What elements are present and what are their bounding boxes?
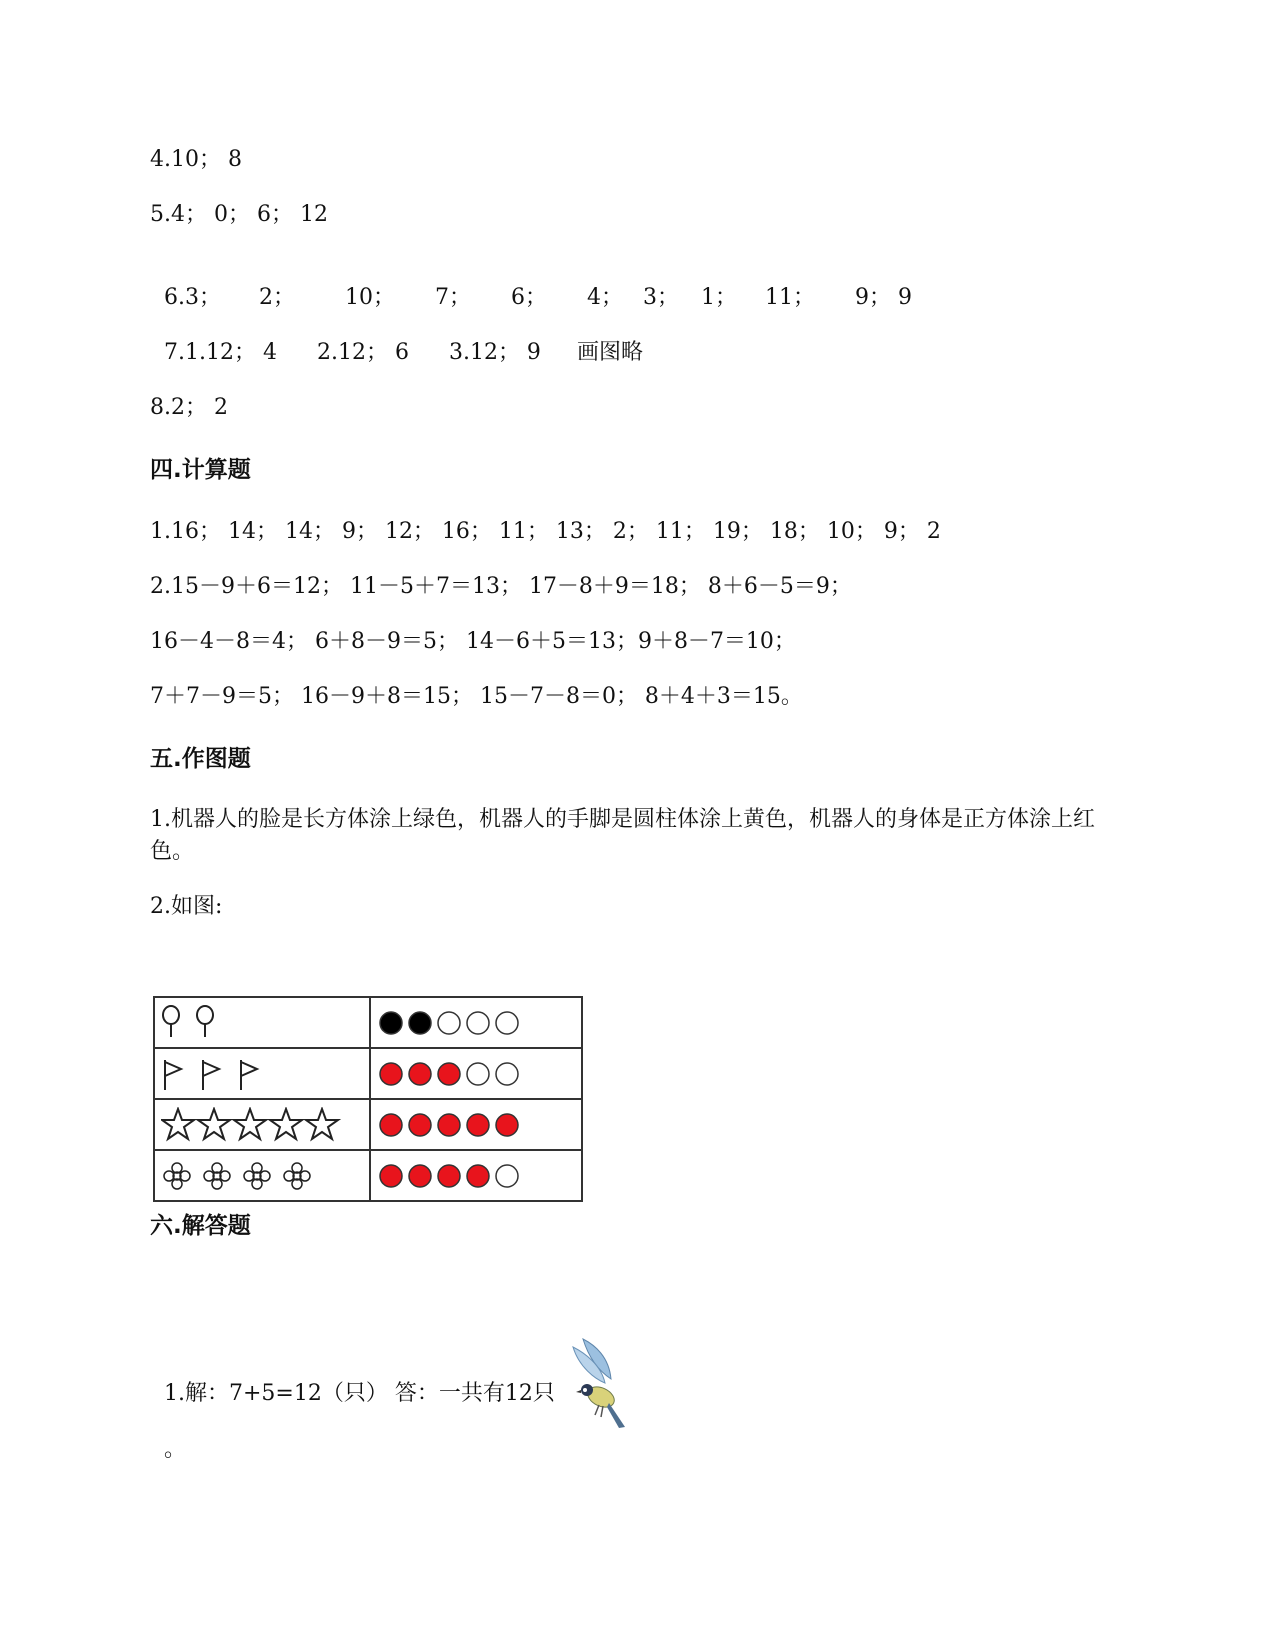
section-6-heading: 六.解答题 (150, 1213, 251, 1239)
picture-cell (154, 1150, 370, 1201)
answer-3-6-part: 11； (765, 285, 815, 310)
answer-3-6 (150, 256, 912, 312)
answer-4-2: 2.15－9＋6＝12； 11－5＋7＝13； 17－8＋9＝18； 8＋6－5＝9； (150, 574, 852, 599)
count-dots-icon (377, 1107, 537, 1143)
answer-6-1 (150, 1352, 555, 1464)
count-dots-cell (370, 997, 582, 1048)
answer-4-1: 1.16； 14； 14； 9； 12； 16； 11； 13； 2； 11； 19； 18； 10； 9； 2 (150, 519, 941, 544)
answer-6-1-text: 1.解：7+5=12（只） 答：一共有12只 (164, 1381, 555, 1406)
star-icon (161, 1107, 351, 1143)
answer-4-2-line2: 16－4－8＝4； 6＋8－9＝5； 14－6＋5＝13；9＋8－7＝10； (150, 629, 796, 654)
answer-3-7-part: 2.12； 6 (316, 340, 409, 365)
flower-icon (161, 1158, 351, 1194)
answer-3-6-part: 6； (511, 285, 547, 310)
balloon-icon (161, 1005, 351, 1041)
answer-3-6-part: 6.3； (164, 285, 221, 310)
answer-3-7-part: 3.12； 9 (448, 340, 541, 365)
answer-3-4: 4.10； 8 (150, 147, 242, 172)
flag-icon (161, 1056, 351, 1092)
answer-6-1-period: 。 (164, 1437, 187, 1462)
answer-3-8: 8.2； 2 (150, 395, 228, 420)
answer-3-6-part: 2； (259, 285, 295, 310)
answer-3-6-part: 7； (435, 285, 471, 310)
answer-3-6-part: 3； (643, 285, 679, 310)
count-dots-cell (370, 1150, 582, 1201)
answer-3-6-part: 4； (587, 285, 623, 310)
answer-3-7-part: 画图略 (576, 340, 643, 365)
answer-5-1: 1.机器人的脸是长方体涂上绿色，机器人的手脚是圆柱体涂上黄色，机器人的身体是正方体涂上红色。 (150, 807, 1095, 864)
table-row (154, 1048, 582, 1099)
answer-3-7-part: 7.1.12； 4 (164, 340, 277, 365)
count-dots-cell (370, 1048, 582, 1099)
count-dots-icon (377, 1056, 537, 1092)
answer-3-6-part: 9； 9 (855, 285, 912, 310)
answer-3-6-part: 1； (701, 285, 737, 310)
bird-illustration-icon (565, 1335, 635, 1435)
table-row (154, 997, 582, 1048)
picture-cell (154, 1099, 370, 1150)
count-dots-icon (377, 1005, 537, 1041)
count-dots-icon (377, 1158, 537, 1194)
table-row (154, 1150, 582, 1201)
answer-3-7 (150, 311, 643, 367)
answer-3-6-part: 10； (345, 285, 395, 310)
answer-3-5: 5.4； 0； 6； 12 (150, 202, 328, 227)
picture-cell (154, 1048, 370, 1099)
picture-count-table (153, 996, 583, 1202)
table-row (154, 1099, 582, 1150)
count-dots-cell (370, 1099, 582, 1150)
section-4-heading: 四.计算题 (150, 457, 251, 483)
answer-5-2: 2.如图: (150, 894, 223, 919)
answer-4-2-line3: 7＋7－9＝5； 16－9＋8＝15； 15－7－8＝0； 8＋4＋3＝15。 (150, 684, 803, 709)
section-5-heading: 五.作图题 (150, 746, 251, 772)
picture-cell (154, 997, 370, 1048)
